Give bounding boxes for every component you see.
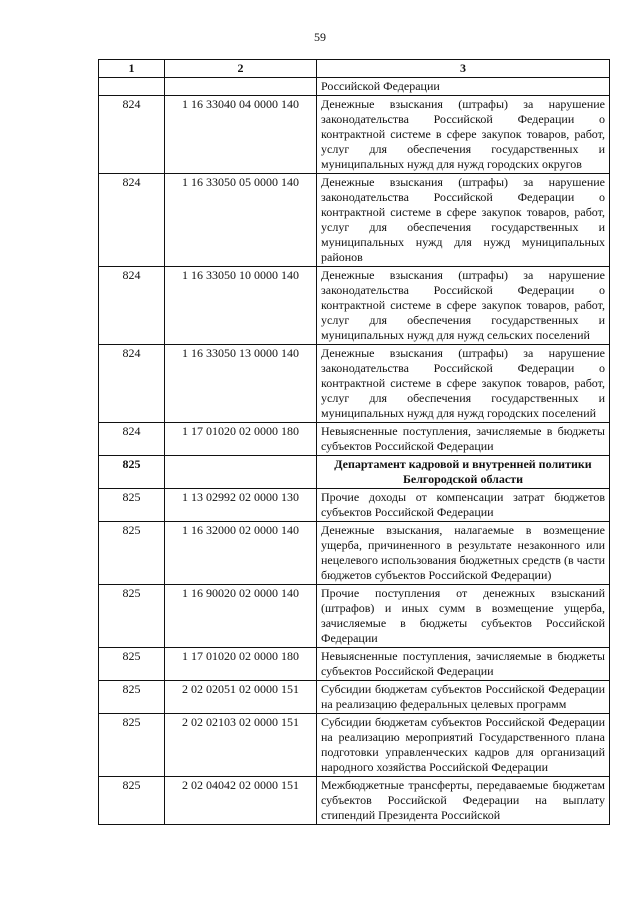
cell-admin: 824 — [99, 267, 165, 345]
table-row — [99, 714, 610, 777]
table-row — [99, 585, 610, 648]
cell-admin: 825 — [99, 585, 165, 648]
cell-admin: 825 — [99, 681, 165, 714]
table-row — [99, 777, 610, 825]
cell-description: Субсидии бюджетам субъектов Российской Федерации на реализацию федеральных целевых программ — [317, 681, 610, 714]
cell-description: Невыясненные поступления, зачисляемые в бюджеты субъектов Российской Федерации — [317, 423, 610, 456]
cell-description: Денежные взыскания (штрафы) за нарушение законодательства Российской Федерации о контрактной системе в сфере закупок товаров, работ, услуг для обеспечения государственных и муниципальных нужд для нужд муниципальных районов — [317, 174, 610, 267]
table-row — [99, 423, 610, 456]
cell-description: Денежные взыскания, налагаемые в возмещение ущерба, причиненного в результате незаконного или нецелевого использования бюджетных средств (в части бюджетов субъектов Российской Федерации) — [317, 522, 610, 585]
cell-description: Прочие доходы от компенсации затрат бюджетов субъектов Российской Федерации — [317, 489, 610, 522]
cell-description: Невыясненные поступления, зачисляемые в бюджеты субъектов Российской Федерации — [317, 648, 610, 681]
cell-admin: 825 — [99, 456, 165, 489]
cell-admin: 825 — [99, 522, 165, 585]
cell-description: Прочие поступления от денежных взысканий (штрафов) и иных сумм в возмещение ущерба, зачисляемые в бюджеты субъектов Российской Федерации — [317, 585, 610, 648]
column-header: 2 — [165, 60, 317, 78]
cell-code: 1 16 33050 10 0000 140 — [165, 267, 317, 345]
cell-code: 1 16 33050 05 0000 140 — [165, 174, 317, 267]
cell-code: 1 16 33040 04 0000 140 — [165, 96, 317, 174]
cell-description: Денежные взыскания (штрафы) за нарушение законодательства Российской Федерации о контрактной системе в сфере закупок товаров, работ, услуг для обеспечения государственных и муниципальных нужд для нужд городских округов — [317, 96, 610, 174]
cell-admin — [99, 78, 165, 96]
table-row — [99, 681, 610, 714]
cell-code: 1 16 32000 02 0000 140 — [165, 522, 317, 585]
column-header: 1 — [99, 60, 165, 78]
table-row — [99, 174, 610, 267]
cell-description: Субсидии бюджетам субъектов Российской Федерации на реализацию мероприятий Государственного плана подготовки управленческих кадров для организаций народного хозяйства Российской Федерации — [317, 714, 610, 777]
cell-code: 2 02 04042 02 0000 151 — [165, 777, 317, 825]
cell-code: 1 17 01020 02 0000 180 — [165, 648, 317, 681]
cell-admin: 824 — [99, 96, 165, 174]
table-row — [99, 345, 610, 423]
cell-admin: 825 — [99, 714, 165, 777]
section-header-row — [99, 456, 610, 489]
cell-description: Российской Федерации — [317, 78, 610, 96]
revenue-codes-table — [98, 59, 610, 825]
cell-admin: 824 — [99, 345, 165, 423]
page-number: 59 — [314, 30, 326, 44]
cell-code: 2 02 02103 02 0000 151 — [165, 714, 317, 777]
table-row — [99, 267, 610, 345]
cell-code: 2 02 02051 02 0000 151 — [165, 681, 317, 714]
cell-code — [165, 78, 317, 96]
cell-code: 1 17 01020 02 0000 180 — [165, 423, 317, 456]
cell-admin: 824 — [99, 174, 165, 267]
cell-admin: 825 — [99, 489, 165, 522]
table-row — [99, 522, 610, 585]
table-row — [99, 648, 610, 681]
table-row — [99, 96, 610, 174]
cell-code — [165, 456, 317, 489]
column-header: 3 — [317, 60, 610, 78]
section-title: Департамент кадровой и внутренней политики Белгородской области — [317, 456, 610, 489]
cell-admin: 824 — [99, 423, 165, 456]
table-row — [99, 489, 610, 522]
cell-description: Денежные взыскания (штрафы) за нарушение законодательства Российской Федерации о контрактной системе в сфере закупок товаров, работ, услуг для обеспечения государственных и муниципальных нужд для нужд городских поселений — [317, 345, 610, 423]
cell-admin: 825 — [99, 777, 165, 825]
table-row-continuation — [99, 78, 610, 96]
cell-code: 1 16 90020 02 0000 140 — [165, 585, 317, 648]
cell-admin: 825 — [99, 648, 165, 681]
cell-description: Денежные взыскания (штрафы) за нарушение законодательства Российской Федерации о контрактной системе в сфере закупок товаров, работ, услуг для обеспечения государственных и муниципальных нужд для нужд сельских поселений — [317, 267, 610, 345]
cell-code: 1 13 02992 02 0000 130 — [165, 489, 317, 522]
cell-description: Межбюджетные трансферты, передаваемые бюджетам субъектов Российской Федерации на выплату стипендий Президента Российской — [317, 777, 610, 825]
table-header-row — [99, 60, 610, 78]
cell-code: 1 16 33050 13 0000 140 — [165, 345, 317, 423]
